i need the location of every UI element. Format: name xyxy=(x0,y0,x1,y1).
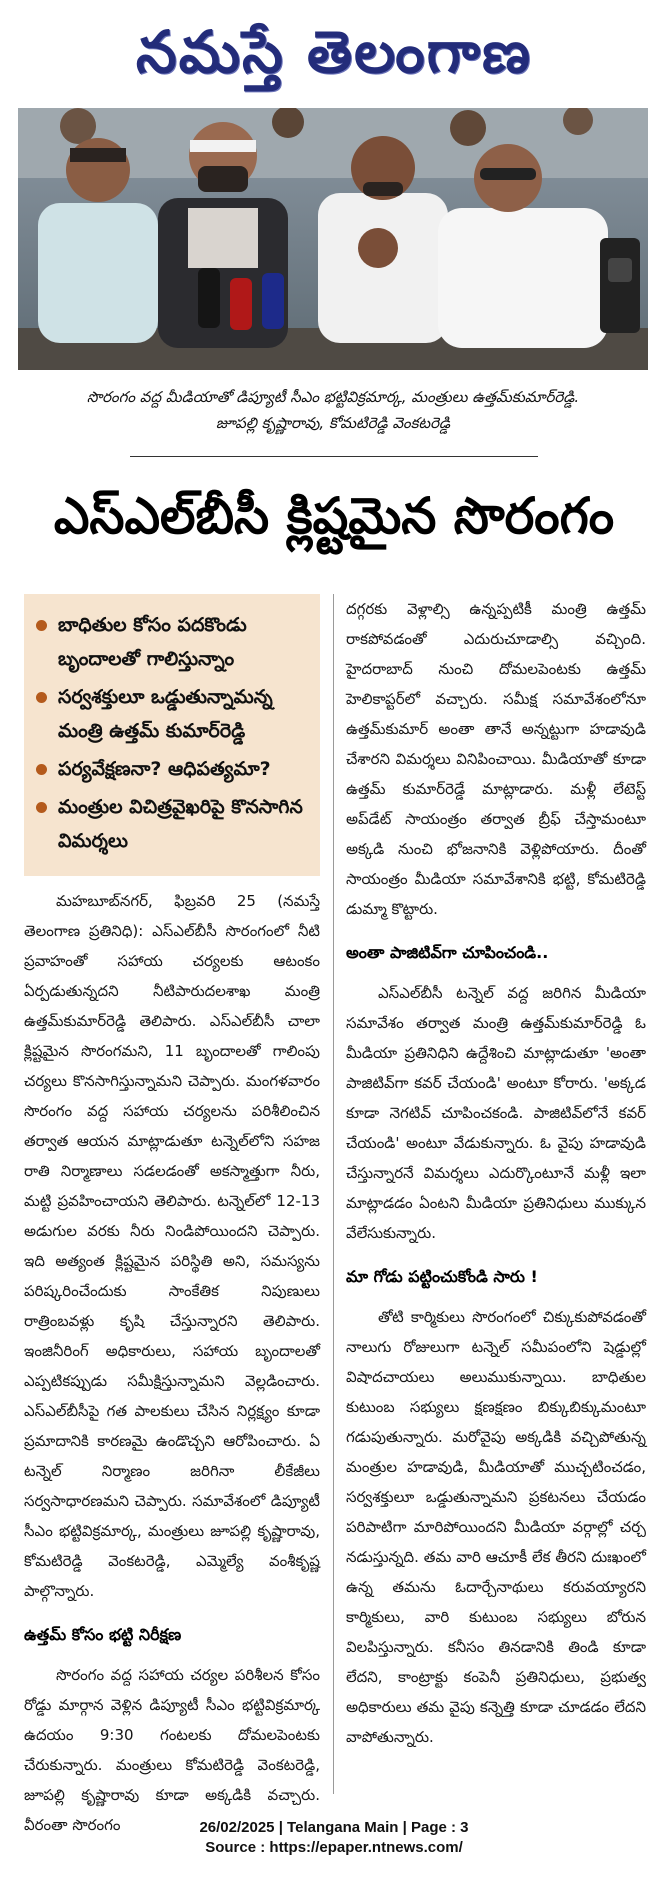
subhead-workers-plea: మా గోడు పట్టించుకోండి సారు ! xyxy=(346,1267,538,1286)
left-column xyxy=(24,594,320,1842)
highlight-item xyxy=(36,608,310,676)
bullet-icon xyxy=(36,692,47,703)
photo-caption xyxy=(18,384,648,436)
page-footer xyxy=(0,1818,668,1858)
bullet-icon xyxy=(36,620,47,631)
highlights-box xyxy=(24,594,320,876)
highlight-item xyxy=(36,680,310,748)
article-paragraph: దగ్గరకు వెళ్లాల్సి ఉన్నప్పటికీ మంత్రి ఉత్తమ్ రాకపోవడంతో ఎదురుచూడాల్సి వచ్చింది. హైదరాబాద్ నుంచి దోమలపెంటకు ఉత్తమ్ హెలికాప్టర్‌లో వచ్చారు. సమీక్ష సమావేశంలోనూ ఉత్తమ్‌కుమార్ అంతా తానే అన్నట్టుగా హడావుడి చేశారని విమర్శలు వినిపించాయి. మీడియాతో కూడా ఉత్తమ్ కుమార్‌రెడ్డే మాట్లాడారు. మళ్లీ లేటెస్ట్ అప్‌డేట్ సాయంత్రం తర్వాత బ్రీఫ్ చేస్తామంటూ అక్కడి నుంచి భోజనానికి వెళ్లిపోయారు. దీంతో సాయంత్రం మీడియా సమావేశానికి భట్టి, కోమటిరెడ్డి డుమ్మా కొట్టారు. xyxy=(346,600,646,918)
bullet-icon xyxy=(36,764,47,775)
highlight-item xyxy=(36,790,310,858)
highlight-text: బాధితుల కోసం పదకొండు బృందాలతో గాలిస్తున్నాం xyxy=(58,614,247,670)
bullet-icon xyxy=(36,802,47,813)
subhead-positive: అంతా పాజిటివ్‌గా చూపించండి.. xyxy=(346,943,549,962)
caption-divider xyxy=(130,456,538,457)
article-paragraph: తోటి కార్మికులు సొరంగంలో చిక్కుకుపోవడంతో నాలుగు రోజులుగా టన్నెల్ సమీపంలోని షెడ్డుల్లో విషాదచాయలు అలుముకున్నాయి. బాధితుల కుటుంబ సభ్యులు క్షణక్షణం బిక్కుబిక్కుమంటూ గడుపుతున్నారు. మరోవైపు అక్కడికి వచ్చిపోతున్న మంత్రుల హడావుడి, మీడియాతో ముచ్చటించడం, సర్వశక్తులూ ఒడ్డుతున్నామని ప్రకటనలు చేయడం పరిపాటిగా మారిపోయిందని మీడియా వర్గాల్లో చర్చ నడుస్తున్నది. తమ వారి ఆచూకీ లేక తీరని దుఃఖంలో ఉన్న తమను ఓదార్చేనాథులు కరువయ్యారని కార్మికులు, వారి కుటుంబ సభ్యులు బోరున విలపిస్తున్నారు. కనీసం తినడానికి తిండి కూడా లేదని, కాంట్రాక్టు కంపెనీ ప్రతినిధులు, ప్రభుత్వ అధికారులు తమ వైపు కన్నెత్తి కూడా చూడడం లేదని వాపోతున్నారు. xyxy=(346,1308,646,1746)
highlight-text: పర్యవేక్షణనా? ఆధిపత్యమా? xyxy=(58,758,271,780)
highlight-text: మంత్రుల విచిత్రవైఖరిపై కొనసాగిన విమర్శలు xyxy=(58,796,303,852)
news-photo xyxy=(18,108,648,370)
caption-line-1: సొరంగం వద్ద మీడియాతో డిప్యూటీ సీఎం భట్టివిక్రమార్క, మంత్రులు ఉత్తమ్‌కుమార్‌రెడ్డి. xyxy=(86,388,580,406)
article-body-left xyxy=(24,886,320,1840)
masthead-title: నమస్తే తెలంగాణ xyxy=(136,18,532,86)
article-paragraph: మహబూబ్‌నగర్, ఫిబ్రవరి 25 (నమస్తే తెలంగాణ ప్రతినిధి): ఎస్‌ఎల్‌బీసీ సొరంగంలో నీటి ప్రవాహంతో సహాయ చర్యలకు ఆటంకం ఏర్పడుతున్నదని నీటిపారుదలశాఖ మంత్రి ఉత్తమ్‌కుమార్‌రెడ్డి తెలిపారు. ఎస్‌ఎల్‌బీసీ చాలా క్లిష్టమైన సొరంగమని, 11 బృందాలతో గాలింపు చర్యలు కొనసాగిస్తున్నామని చెప్పారు. మంగళవారం సొరంగం వద్ద సహాయ చర్యలను పరిశీలించిన తర్వాత ఆయన మాట్లాడుతూ టన్నెల్‌లోని సహజ రాతి నిర్మాణాలు సడలడంతో అకస్మాత్తుగా నీరు, మట్టి ప్రవహించాయని తెలిపారు. టన్నెల్‌లో 12-13 అడుగుల వరకు నీరు నిండిపోయిందని చెప్పారు. ఇది అత్యంత క్లిష్టమైన పరిస్థితి అని, సమస్యను పరిష్కరించేందుకు సాంకేతిక నిపుణులు రాత్రింబవళ్లు కృషి చేస్తున్నారని తెలిపారు. ఇంజినీరింగ్ అధికారులు, సహాయ బృందాలతో ఎప్పటికప్పుడు సమీక్షిస్తున్నామని వెల్లడించారు. ఎస్‌ఎల్‌బీసీపై గత పాలకులు చేసిన నిర్లక్ష్యం కూడా ప్రమాదానికి కారణమై ఉండొచ్చని ఆరోపించారు. ఏ టన్నెల్ నిర్మాణం జరిగినా లీకేజీలు సర్వసాధారణమని చెప్పారు. సమావేశంలో డిప్యూటీ సీఎం భట్టివిక్రమార్క, మంత్రులు జూపల్లి కృష్ణారావు, కోమటిరెడ్డి వెంకటరెడ్డి, ఎమ్మెల్యే వంశీకృష్ణ పాల్గొన్నారు. xyxy=(24,892,320,1600)
article-paragraph: సొరంగం వద్ద సహాయ చర్యల పరిశీలన కోసం రోడ్డు మార్గాన వెళ్లిన డిప్యూటీ సీఎం భట్టివిక్రమార్క ఉదయం 9:30 గంటలకు దోమలపెంటకు చేరుకున్నారు. మంత్రులు కోమటిరెడ్డి వెంకటరెడ్డి, జూపల్లి కృష్ణారావు కూడా అక్కడికి వచ్చారు. వీరంతా సొరంగం xyxy=(24,1666,320,1834)
article-body-right xyxy=(346,594,646,1752)
footer-source-link[interactable]: Source : https://epaper.ntnews.com/ xyxy=(205,1839,463,1856)
subhead-bhatti-wait: ఉత్తమ్ కోసం భట్టి నిరీక్షణ xyxy=(24,1625,182,1644)
caption-line-2: జూపల్లి కృష్ణారావు, కోమటిరెడ్డి వెంకటరెడ్డి xyxy=(215,414,451,432)
footer-date-line: 26/02/2025 | Telangana Main | Page : 3 xyxy=(199,1819,469,1836)
headline: ఎస్‌ఎల్‌బీసీ క్లిష్టమైన సొరంగం xyxy=(53,487,615,545)
column-divider xyxy=(333,594,334,1794)
right-column xyxy=(346,594,646,1754)
highlight-text: సర్వశక్తులూ ఒడ్డుతున్నామన్న మంత్రి ఉత్తమ్ కుమార్‌రెడ్డి xyxy=(58,686,273,742)
article-paragraph: ఎస్‌ఎల్‌బీసీ టన్నెల్ వద్ద జరిగిన మీడియా సమావేశం తర్వాత మంత్రి ఉత్తమ్‌కుమార్‌రెడ్డి ఓ మీడియా ప్రతినిధిని ఉద్దేశించి మాట్లాడుతూ 'అంతా పాజిటివ్‌గా కవర్ చేయండి' అంటూ కోరారు. 'అక్కడ కూడా నెగటివ్ చూపించకండి. పాజిటివ్‌లోనే కవర్ చేయండి' అంటూ వేడుకున్నారు. ఓ వైపు హడావుడి చేస్తున్నారనే విమర్శలు ఎదుర్కొంటూనే మళ్లీ ఇలా మాట్లాడడం ఏంటని మీడియా ప్రతినిధులు ముక్కున వేలేసుకున్నారు. xyxy=(346,984,646,1242)
highlight-item xyxy=(36,752,310,786)
